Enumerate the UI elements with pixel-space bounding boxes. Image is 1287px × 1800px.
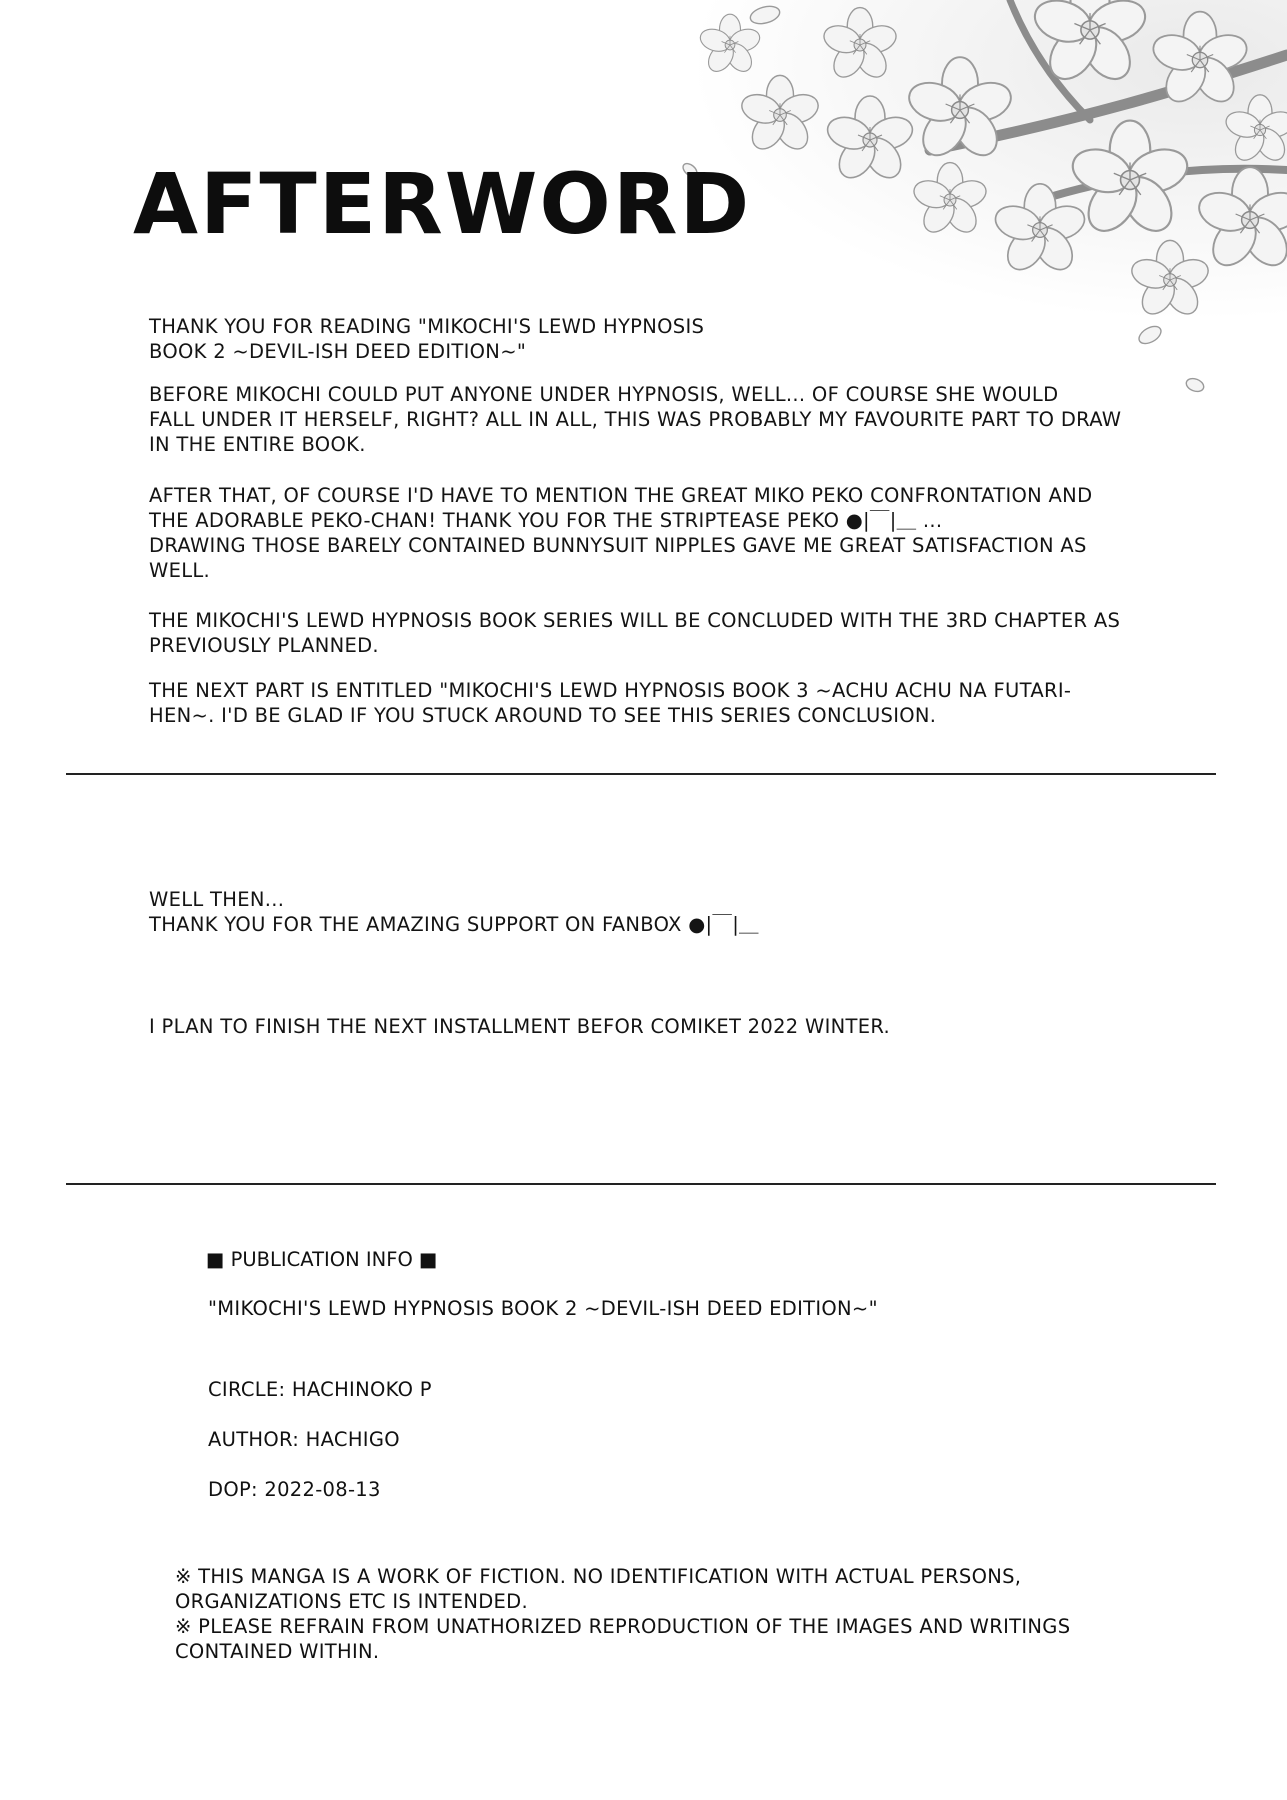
afterword-paragraph: AFTER THAT, OF COURSE I'D HAVE TO MENTION THE GREAT MIKO PEKO CONFRONTATION AND THE ADORABLE PEKO-CHAN! THANK YOU FOR THE STRIPTEASE PEKO ●|￣|＿ ... DRAWING THOSE BARELY CONTAINED BUNNYSUIT NIPPLES GAVE ME GREAT SATISFACTION AS WELL. (149, 484, 1093, 582)
divider (66, 773, 1216, 775)
publication-book-title: "MIKOCHI'S LEWD HYPNOSIS BOOK 2 ~DEVIL-ISH DEED EDITION~" (208, 1297, 878, 1320)
publication-info-heading: ■ PUBLICATION INFO ■ (206, 1248, 438, 1271)
page-title: AFTERWORD (133, 155, 752, 253)
afterword-paragraph: THANK YOU FOR READING "MIKOCHI'S LEWD HYPNOSIS BOOK 2 ~DEVIL-ISH DEED EDITION~" (149, 315, 705, 363)
publication-author: AUTHOR: HACHIGO (208, 1428, 400, 1451)
closing-thanks: WELL THEN... THANK YOU FOR THE AMAZING SUPPORT ON FANBOX ●|￣|＿ (149, 888, 759, 936)
afterword-paragraph: THE MIKOCHI'S LEWD HYPNOSIS BOOK SERIES WILL BE CONCLUDED WITH THE 3RD CHAPTER AS PREVIOUSLY PLANNED. (149, 609, 1121, 657)
divider (66, 1183, 1216, 1185)
afterword-paragraph: BEFORE MIKOCHI COULD PUT ANYONE UNDER HYPNOSIS, WELL... OF COURSE SHE WOULD FALL UNDER IT HERSELF, RIGHT? ALL IN ALL, THIS WAS PROBABLY MY FAVOURITE PART TO DRAW IN THE ENTIRE BOOK. (149, 383, 1122, 456)
afterword-paragraph: THE NEXT PART IS ENTITLED "MIKOCHI'S LEWD HYPNOSIS BOOK 3 ~ACHU ACHU NA FUTARI- HEN~. I'D BE GLAD IF YOU STUCK AROUND TO SEE THIS SERIES CONCLUSION. (149, 679, 1072, 727)
legal-notes: ※ THIS MANGA IS A WORK OF FICTION. NO IDENTIFICATION WITH ACTUAL PERSONS, ORGANIZATIONS ETC IS INTENDED. ※ PLEASE REFRAIN FROM UNATHORIZED REPRODUCTION OF THE IMAGES AND WRITINGS CONTAINED WITHIN. (175, 1565, 1071, 1663)
closing-plan: I PLAN TO FINISH THE NEXT INSTALLMENT BEFOR COMIKET 2022 WINTER. (149, 1015, 890, 1038)
publication-date: DOP: 2022-08-13 (208, 1478, 381, 1501)
publication-circle: CIRCLE: HACHINOKO P (208, 1378, 432, 1401)
